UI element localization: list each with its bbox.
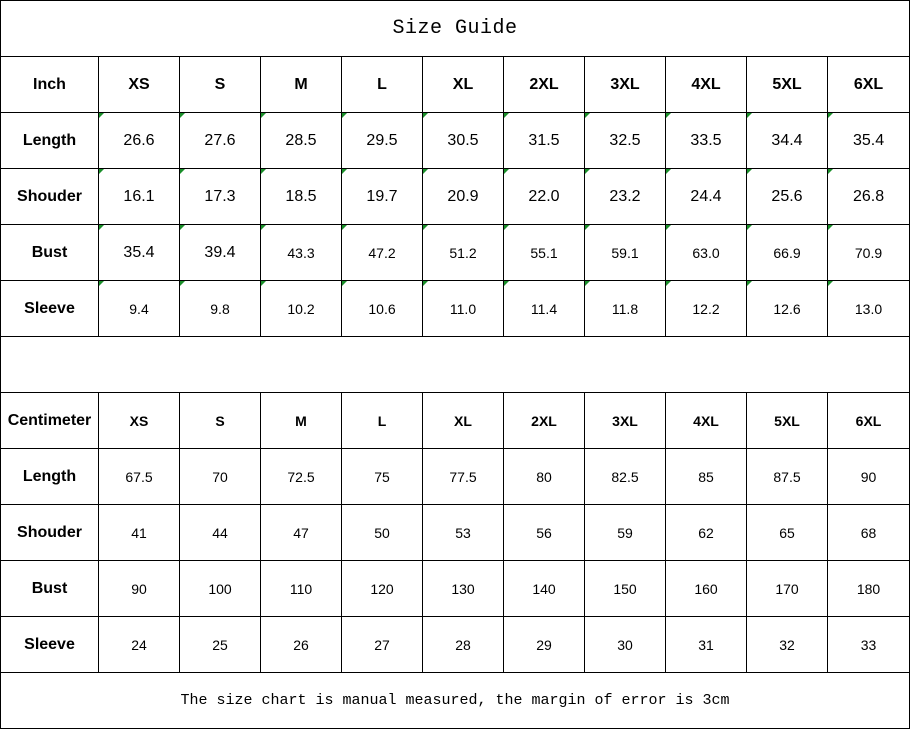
size-header: 6XL	[828, 57, 910, 113]
table-cell: 17.3	[180, 169, 261, 225]
cm-header-row	[1, 393, 910, 449]
table-cell: 35.4	[828, 113, 910, 169]
table-cell: 68	[828, 505, 910, 561]
table-cell: 90	[99, 561, 180, 617]
table-cell: 70.9	[828, 225, 910, 281]
table-cell: 16.1	[99, 169, 180, 225]
table-cell: 180	[828, 561, 910, 617]
table-cell: 47	[261, 505, 342, 561]
table-cell: 59	[585, 505, 666, 561]
size-header: 6XL	[828, 393, 910, 449]
table-cell: 25.6	[747, 169, 828, 225]
table-row	[1, 169, 910, 225]
table-cell: 12.2	[666, 281, 747, 337]
size-header: XS	[99, 393, 180, 449]
table-cell: 10.2	[261, 281, 342, 337]
table-cell: 62	[666, 505, 747, 561]
table-row	[1, 281, 910, 337]
size-header: 4XL	[666, 57, 747, 113]
size-header: L	[342, 393, 423, 449]
table-cell: 75	[342, 449, 423, 505]
table-cell: 31	[666, 617, 747, 673]
row-label: Bust	[1, 561, 99, 617]
table-cell: 23.2	[585, 169, 666, 225]
size-header: XL	[423, 393, 504, 449]
note-row	[1, 673, 910, 729]
table-cell: 32	[747, 617, 828, 673]
table-cell: 43.3	[261, 225, 342, 281]
table-cell: 87.5	[747, 449, 828, 505]
row-label: Shouder	[1, 505, 99, 561]
table-cell: 55.1	[504, 225, 585, 281]
table-row	[1, 225, 910, 281]
table-cell: 20.9	[423, 169, 504, 225]
table-cell: 70	[180, 449, 261, 505]
table-cell: 44	[180, 505, 261, 561]
table-cell: 72.5	[261, 449, 342, 505]
table-cell: 34.4	[747, 113, 828, 169]
table-cell: 120	[342, 561, 423, 617]
row-label: Length	[1, 449, 99, 505]
table-cell: 18.5	[261, 169, 342, 225]
table-cell: 33.5	[666, 113, 747, 169]
size-header: 4XL	[666, 393, 747, 449]
table-row	[1, 449, 910, 505]
table-cell: 26.6	[99, 113, 180, 169]
table-cell: 30.5	[423, 113, 504, 169]
row-label: Sleeve	[1, 281, 99, 337]
table-cell: 24.4	[666, 169, 747, 225]
table-cell: 53	[423, 505, 504, 561]
table-row	[1, 617, 910, 673]
measurement-note: The size chart is manual measured, the margin of error is 3cm	[1, 673, 910, 729]
table-cell: 28	[423, 617, 504, 673]
table-cell: 28.5	[261, 113, 342, 169]
table-cell: 66.9	[747, 225, 828, 281]
table-cell: 26.8	[828, 169, 910, 225]
table-cell: 29	[504, 617, 585, 673]
row-label: Length	[1, 113, 99, 169]
table-row	[1, 113, 910, 169]
table-cell: 27	[342, 617, 423, 673]
inch-unit-label: Inch	[1, 57, 99, 113]
table-cell: 90	[828, 449, 910, 505]
table-cell: 33	[828, 617, 910, 673]
table-cell: 31.5	[504, 113, 585, 169]
table-cell: 67.5	[99, 449, 180, 505]
table-cell: 11.0	[423, 281, 504, 337]
size-header: L	[342, 57, 423, 113]
table-cell: 32.5	[585, 113, 666, 169]
size-header: M	[261, 393, 342, 449]
spacer-row	[1, 337, 910, 393]
size-header: 3XL	[585, 393, 666, 449]
table-cell: 63.0	[666, 225, 747, 281]
table-cell: 170	[747, 561, 828, 617]
table-cell: 80	[504, 449, 585, 505]
size-header: 2XL	[504, 393, 585, 449]
table-cell: 11.4	[504, 281, 585, 337]
spacer-cell	[1, 337, 910, 393]
table-cell: 59.1	[585, 225, 666, 281]
size-header: 3XL	[585, 57, 666, 113]
table-row	[1, 505, 910, 561]
table-cell: 110	[261, 561, 342, 617]
table-cell: 51.2	[423, 225, 504, 281]
table-cell: 100	[180, 561, 261, 617]
table-cell: 160	[666, 561, 747, 617]
table-cell: 39.4	[180, 225, 261, 281]
size-header: S	[180, 57, 261, 113]
table-cell: 56	[504, 505, 585, 561]
table-cell: 35.4	[99, 225, 180, 281]
table-cell: 140	[504, 561, 585, 617]
size-header: M	[261, 57, 342, 113]
table-cell: 65	[747, 505, 828, 561]
table-row	[1, 561, 910, 617]
size-header: 2XL	[504, 57, 585, 113]
table-cell: 13.0	[828, 281, 910, 337]
table-cell: 30	[585, 617, 666, 673]
table-cell: 77.5	[423, 449, 504, 505]
page-title: Size Guide	[1, 1, 910, 57]
table-cell: 9.8	[180, 281, 261, 337]
size-header: XS	[99, 57, 180, 113]
size-header: 5XL	[747, 57, 828, 113]
table-cell: 9.4	[99, 281, 180, 337]
table-cell: 85	[666, 449, 747, 505]
table-cell: 29.5	[342, 113, 423, 169]
inch-header-row	[1, 57, 910, 113]
table-cell: 150	[585, 561, 666, 617]
table-cell: 130	[423, 561, 504, 617]
table-cell: 11.8	[585, 281, 666, 337]
size-header: 5XL	[747, 393, 828, 449]
cm-unit-label: Centimeter	[1, 393, 99, 449]
table-cell: 27.6	[180, 113, 261, 169]
table-cell: 82.5	[585, 449, 666, 505]
row-label: Shouder	[1, 169, 99, 225]
table-cell: 50	[342, 505, 423, 561]
table-cell: 19.7	[342, 169, 423, 225]
size-header: S	[180, 393, 261, 449]
title-row	[1, 1, 910, 57]
table-cell: 22.0	[504, 169, 585, 225]
row-label: Bust	[1, 225, 99, 281]
table-cell: 12.6	[747, 281, 828, 337]
row-label: Sleeve	[1, 617, 99, 673]
size-header: XL	[423, 57, 504, 113]
table-cell: 24	[99, 617, 180, 673]
table-cell: 25	[180, 617, 261, 673]
table-cell: 26	[261, 617, 342, 673]
table-cell: 47.2	[342, 225, 423, 281]
table-cell: 41	[99, 505, 180, 561]
table-cell: 10.6	[342, 281, 423, 337]
